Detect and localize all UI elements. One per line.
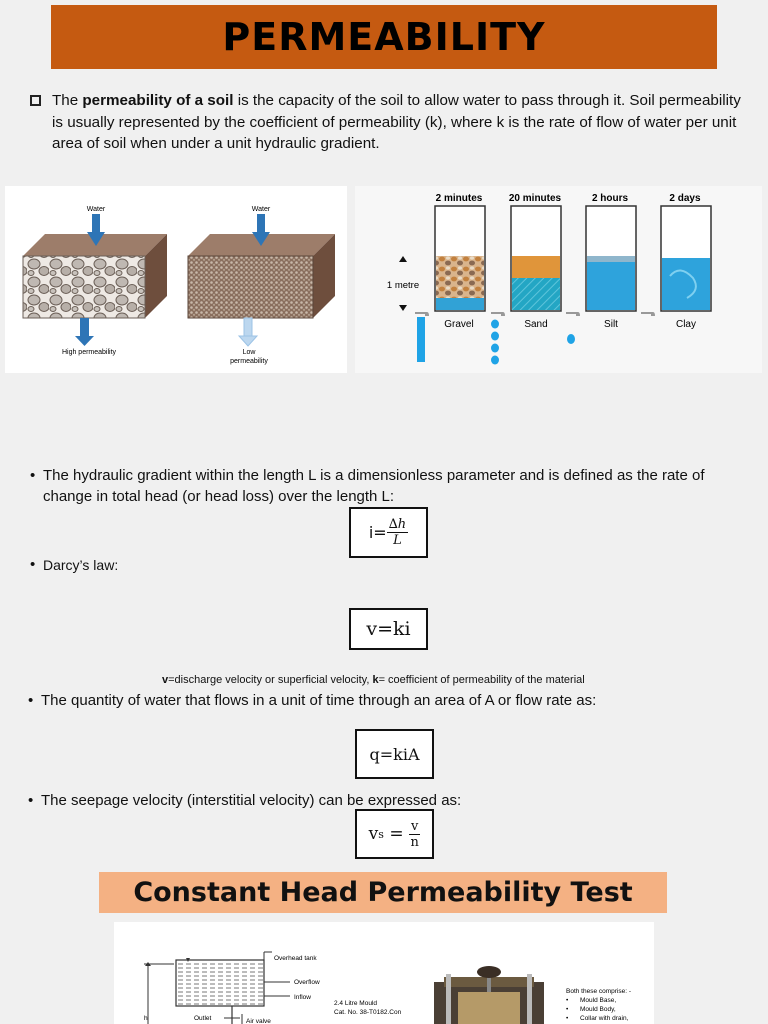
permeability-blocks-svg: [5, 186, 347, 373]
soil-label-4: Clay: [675, 319, 697, 330]
high-permeability-block: [23, 234, 167, 318]
seepage-eq: =: [383, 824, 409, 844]
flow-formula-box: [355, 729, 434, 779]
k-definition: = coefficient of permeability of the material: [378, 674, 585, 686]
definitions-note: [162, 674, 662, 686]
soil-columns-figure: [355, 186, 762, 373]
v-definition: =discharge velocity or superficial velocity,: [168, 674, 373, 686]
soil-label-3: Silt: [604, 319, 618, 330]
right-caption-line1: Low: [242, 349, 256, 356]
darcy-bullet: [30, 555, 343, 577]
h-label: h: [144, 1015, 148, 1022]
darcy-formula: v=ki: [366, 618, 411, 640]
comprise-label: Both these comprise: -: [566, 988, 632, 995]
time-label-1: 2 minutes: [435, 193, 483, 204]
page-title: PERMEABILITY: [222, 15, 546, 59]
low-permeability-block: [188, 234, 335, 318]
comprise-bullet-2: •: [566, 1006, 569, 1013]
intro-bold: permeability of a soil: [82, 92, 234, 109]
time-label-3: 2 hours: [591, 193, 629, 204]
tank-diagram: [144, 952, 290, 1024]
left-water-label: Water: [86, 206, 106, 213]
checkbox-bullet-icon: [30, 95, 41, 106]
gradient-lhs: i=: [368, 523, 387, 542]
intro-paragraph: [30, 90, 745, 155]
air-valve-label: Air valve: [246, 1018, 271, 1024]
bullet-dot: •: [30, 467, 36, 484]
bullet-dot: •: [30, 556, 36, 573]
bullet-dot: •: [28, 692, 34, 709]
gradient-fraction: [387, 517, 408, 548]
soil-columns-svg: [355, 186, 762, 373]
seepage-lhs: v: [368, 824, 379, 844]
mould-label-1: 2.4 Litre Mould: [334, 1000, 377, 1007]
gradient-numerator: ∆h: [388, 517, 407, 532]
soil-label-2: Sand: [524, 319, 548, 330]
comprise-bullet-3: •: [566, 1015, 569, 1022]
k-symbol: k: [372, 674, 379, 686]
comprise-item-1: Mould Base,: [580, 997, 617, 1004]
flow-bullet: [28, 691, 741, 712]
intro-text: The permeability of a soil is the capacity of the soil to allow water to pass through it. Soil permeability is usually represented by the coefficient of permeability (k), where k is the rate of flow of water per unit area of soil when under a unit hydraulic gradient.: [52, 92, 741, 152]
overflow-label: Overflow: [294, 979, 320, 986]
right-caption-line2: permeability: [230, 358, 268, 365]
inflow-label: Inflow: [294, 994, 311, 1001]
flow-formula: q=kiA: [369, 744, 420, 764]
darcy-formula-box: [349, 608, 428, 650]
permeability-blocks-figure: [5, 186, 347, 373]
time-label-2: 20 minutes: [508, 193, 562, 204]
time-label-4: 2 days: [669, 193, 701, 204]
gradient-formula-box: [349, 507, 428, 558]
height-label: 1 metre: [386, 280, 420, 291]
comprise-item-3: Collar with drain,: [580, 1015, 629, 1022]
seepage-denominator: n: [410, 834, 419, 850]
comprise-item-2: Mould Body,: [580, 1006, 616, 1013]
silt-column: [566, 206, 636, 344]
water-out-arrow-left: [75, 318, 94, 346]
v-symbol: v: [162, 674, 169, 686]
seepage-sub: s: [378, 827, 384, 841]
soil-label-1: Gravel: [444, 319, 474, 330]
right-water-label: Water: [251, 206, 271, 213]
gradient-denominator: L: [393, 533, 402, 548]
title-banner: [51, 5, 717, 69]
mould-photo: [434, 966, 544, 1024]
sand-column: [491, 206, 561, 365]
comprise-bullet-1: •: [566, 997, 569, 1004]
seepage-formula-box: [355, 809, 434, 859]
constant-head-figure: [114, 922, 654, 1024]
gradient-bullet: [30, 466, 743, 507]
flow-text: The quantity of water that flows in a unit of time through an area of A or flow rate as:: [41, 692, 597, 709]
clay-column: [641, 206, 711, 316]
left-caption: High permeability: [61, 349, 117, 356]
gradient-text: The hydraulic gradient within the length L is a dimensionless parameter and is defined as the rate of change in total head (or head loss) over the length L:: [43, 467, 705, 505]
section-title: Constant Head Permeability Test: [133, 877, 633, 908]
constant-head-svg: [114, 922, 654, 1024]
seepage-numerator: v: [410, 818, 419, 834]
gravel-column: [415, 206, 485, 362]
water-out-arrow-right: [239, 318, 257, 346]
bullet-dot: •: [28, 792, 34, 809]
overhead-tank-label: Overhead tank: [274, 955, 317, 962]
mould-label-2: Cat. No. 38-T0182.Con: [334, 1009, 402, 1016]
seepage-fraction: [409, 819, 420, 850]
seepage-text: The seepage velocity (interstitial velocity) can be expressed as:: [41, 792, 462, 809]
section-banner: [99, 872, 667, 913]
darcy-text: Darcy’s law:: [43, 557, 119, 573]
outlet-label: Outlet: [194, 1015, 212, 1022]
